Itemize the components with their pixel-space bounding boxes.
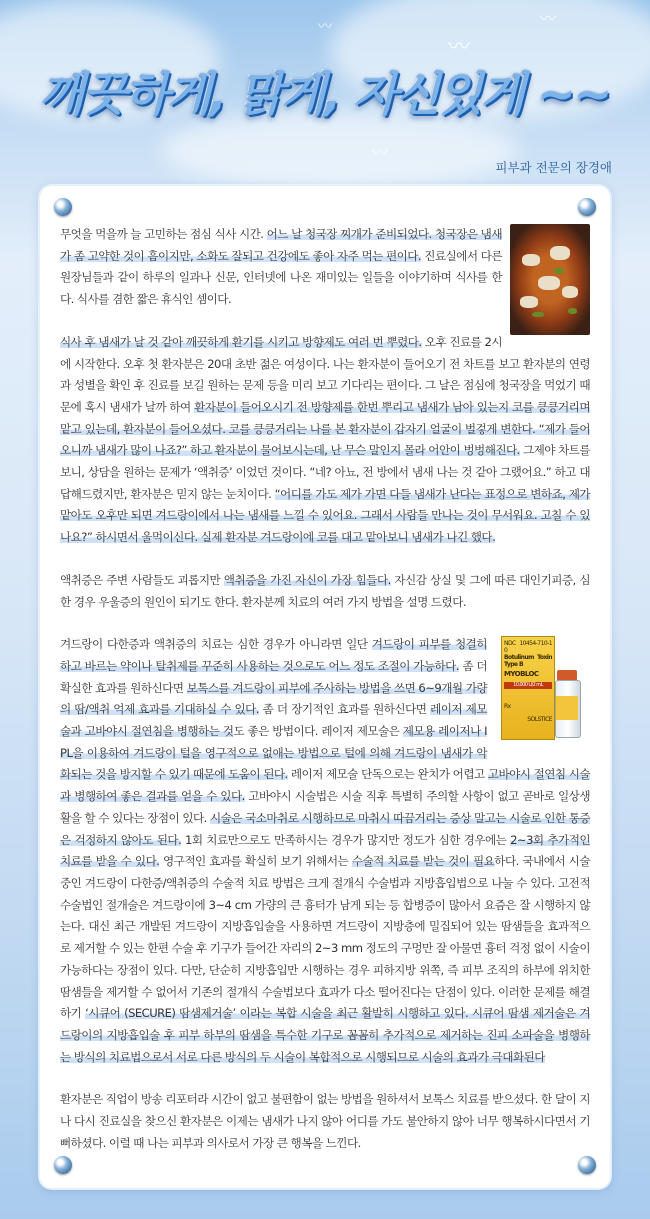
highlighted-text: ‘시큐어 (SECURE) 땀샘제거술’ 이라는 복합 시술을 최근 활발히 시행하고 있다. 시큐어 땀샘 제거술은 겨드랑이의 지방흡입술 후 피부 하부의 땀샘을 특수한 기구로 꼼꼼히 추가적으로 제거하는 진피 소파술을 병행하는 방식의 치료법으로서 서로 다른 방식의 두 시술이 복합적으로 시행되므로 시술의 효과가 극대화된다 [60,1006,590,1064]
body-text: 무엇을 먹을까 늘 고민하는 점심 식사 시간. [60,227,267,241]
seagull-icon: 〰 [448,35,471,60]
pin-icon [54,198,72,216]
highlighted-text: 제모용 레이저나 IPL을 이용하여 겨드랑이 털을 영구적으로 없애는 방법으로 털에 의해 겨드랑이 냄새가 악화되는 것을 방지할 수 있기 때문에 도움이 된다. [60,724,487,782]
highlighted-text: 환자분이 들어오시기 전 방향제를 한번 뿌리고 냄새가 남아 있는지 코를 킁킁거리며 맡고 있는데, 환자분이 들어오셨다. 코를 킁킁거리는 나를 본 환자분이 갑자기 얼굴이 벌겋게 변한다. “제가 들어오니까 냄새가 많이 나죠?” 하고 환자분이 물어보시는데, 난 무슨 말인지 몰라 어안이 벙벙해진다. [60,399,590,458]
body-text: 1회 치료만으로도 만족하시는 경우가 많지만 정도가 심한 경우에는 [181,832,511,847]
article-card [40,186,610,1188]
body-text: 진료실에서 다른 원장님들과 같이 하루의 일과나 신문, 인터넷에 나온 재미있는 일들을 이야기하며 식사를 한다. 식사를 겸한 짧은 휴식인 셈이다. [60,248,502,307]
paragraph-5 [60,1089,590,1154]
highlighted-text: 레이저 제모술과 고바야시 절연침을 병행하는 것 [60,702,487,739]
soup-image [510,224,590,335]
paragraph-3 [60,570,590,613]
body-text: 레이저 제모술 단독으로는 완치가 어렵고 [287,767,488,782]
body-text: 겨드랑이 다한증과 액취증의 치료는 심한 경우가 아니라면 일단 [60,637,372,652]
body-text: 하다. 국내에서 시술 중인 겨드랑이 다한증/액취증의 수술적 치료 방법은 크게 절개식 수술법과 지방흡입법으로 나눌 수 있다. 고전적 수술법인 절개술은 겨드랑이에 3~4 cm 가량의 큰 흉터가 남게 되는 등 합병증이 많아서 요즘은 잘 시행하지 않는다. 대신 최근 개발된 겨드랑이 지방흡입술을 사용하면 겨드랑이 지방층에 밀집되어 있는 땀샘들을 효과적으로 제거할 수 있는 한편 수술 후 기구가 들어간 자리의 2~3 mm 정도의 구멍만 잘 아물면 흉터 걱정 없이 시술이 가능하다는 장점이 있다. 다만, 단순히 지방흡입만 시행하는 경우 피하지방 위쪽, 즉 피부 조직의 하부에 위치한 땀샘들을 제거할 수 없어서 기존의 절개식 수술법보다 효과가 다소 떨어진다는 단점이 있다. 이러한 문제를 해결하기 [60,854,590,1021]
seagull-icon: 〰 [318,19,332,35]
article-body [60,224,590,1154]
botox-box: NDC 10454-710-10 Botulinum Toxin Type B MYOBLOC 10,000 U/2 mL Rx SOLSTICE [501,636,555,740]
body-text: 고바야시 시술법은 시술 직후 특별히 주의할 사항이 없고 곧바로 일상생활을 할 수 있다는 장점이 있다. [60,789,590,825]
author-byline: 피부과 전문의 장경애 [495,160,612,175]
pin-icon [578,1156,596,1174]
pin-icon [54,1156,72,1174]
body-text: 오후 진료를 2시에 시작한다. 오후 첫 환자분은 20대 초반 젊은 여성이다. 나는 환자분이 들어오기 전 차트를 보고 환자분의 연령과 성별을 확인 후 진료를 보길 원하는 문제 등을 미리 보고 기다리는 편이다. 그 날은 점심에 청국장을 먹었기 때문에 혹시 냄새가 날까 하여 [60,334,590,414]
body-text: 영구적인 효과를 확실히 보기 위해서는 [159,854,352,869]
highlighted-text: 식사 후 냄새가 날 것 같아 깨끗하게 환기를 시키고 방향제도 여러 번 뿌렸다. [60,334,422,349]
highlighted-text: “어디를 가도 제가 가면 다들 냄새가 난다는 표정으로 변하죠, 제가 맡아도 오후만 되면 겨드랑이에서 나는 냄새를 느낄 수 있어요. 그래서 사람들 만나는 것이 무서워요. 고칠 수 있나요?” 하시면서 울먹이신다. 실제 환자분 겨드랑이에 코를 대고 맡아보니 냄새가 나긴 했다. [60,486,590,545]
seagull-icon: 〰 [540,9,557,28]
highlighted-text: 겨드랑이 피부를 청결히 하고 바르는 약이나 탈취제를 꾸준히 사용하는 것으로도 어느 정도 조절이 가능하다. [60,637,487,673]
highlighted-text: 2~3회 추가적인 치료를 받을 수 있다. [60,832,590,869]
pin-icon [578,198,596,216]
highlighted-text: 어느 날 청국장 찌개가 준비되었다. 청국장은 냄새가 좀 고약한 것이 흠이지만, 소화도 잘되고 건강에도 좋아 자주 먹는 편이다. [60,227,502,263]
highlighted-text: 고바야시 절연침 시술과 병행하여 좋은 결과를 얻을 수 있다. [60,767,590,804]
highlighted-text: 액취증을 가진 자신이 가장 힘들다. [223,572,391,587]
body-text: 환자분은 직업이 방송 리포터라 시간이 없고 불편함이 없는 방법을 원하셔서 보톡스 치료를 받으셨다. 한 달이 지나 다시 진료실을 찾으신 환자분은 이제는 냄새가 나지 않아 어디를 가도 불안하지 않아 너무 행복하시다면서 기뻐하셨다. 이럴 때 나는 피부과 의사로서 가장 큰 행복을 느낀다. [60,1092,590,1150]
highlighted-text: 보톡스를 겨드랑이 피부에 주사하는 방법을 쓰면 6~9개월 가량의 땀/액취 억제 효과를 기대하실 수 있다. [60,680,487,717]
body-text: 액취증은 주변 사람들도 괴롭지만 [60,572,224,587]
body-text: 자신감 상실 및 그에 따른 대인기피증, 심한 경우 우울증의 원인이 되기도 한다. 환자분께 치료의 여러 가지 방법을 설명 드렸다. [60,572,590,609]
body-text: 좀 더 장기적인 효과를 원하신다면 [258,702,431,717]
body-text: 도 좋은 방법이다. 레이저 제모술은 [233,724,403,739]
page-title: 깨끗하게, 맑게, 자신있게 ~~ [39,67,611,121]
body-text: 좀 더 확실한 효과를 원하신다면 [60,658,487,695]
body-text: 그제야 차트를 보니, 상담을 원하는 문제가 ‘액취증’ 이었던 것이다. “네? 아뇨, 전 방에서 냄새 나는 것 같아 그랬어요.” 하고 대답해드렸지만, 환자분은 믿지 않는 눈치이다. [60,443,590,501]
paragraph-2 [60,332,590,549]
botox-product-image [495,634,590,744]
seagull-icon: 〰 [372,143,389,162]
vial-label [556,696,578,720]
highlighted-text: 수술적 치료를 받는 것이 필요 [351,854,495,869]
highlighted-text: 시술은 국소마취로 시행하므로 마취시 따끔거리는 증상 말고는 시술로 인한 통증은 걱정하지 않아도 된다. [60,810,590,847]
